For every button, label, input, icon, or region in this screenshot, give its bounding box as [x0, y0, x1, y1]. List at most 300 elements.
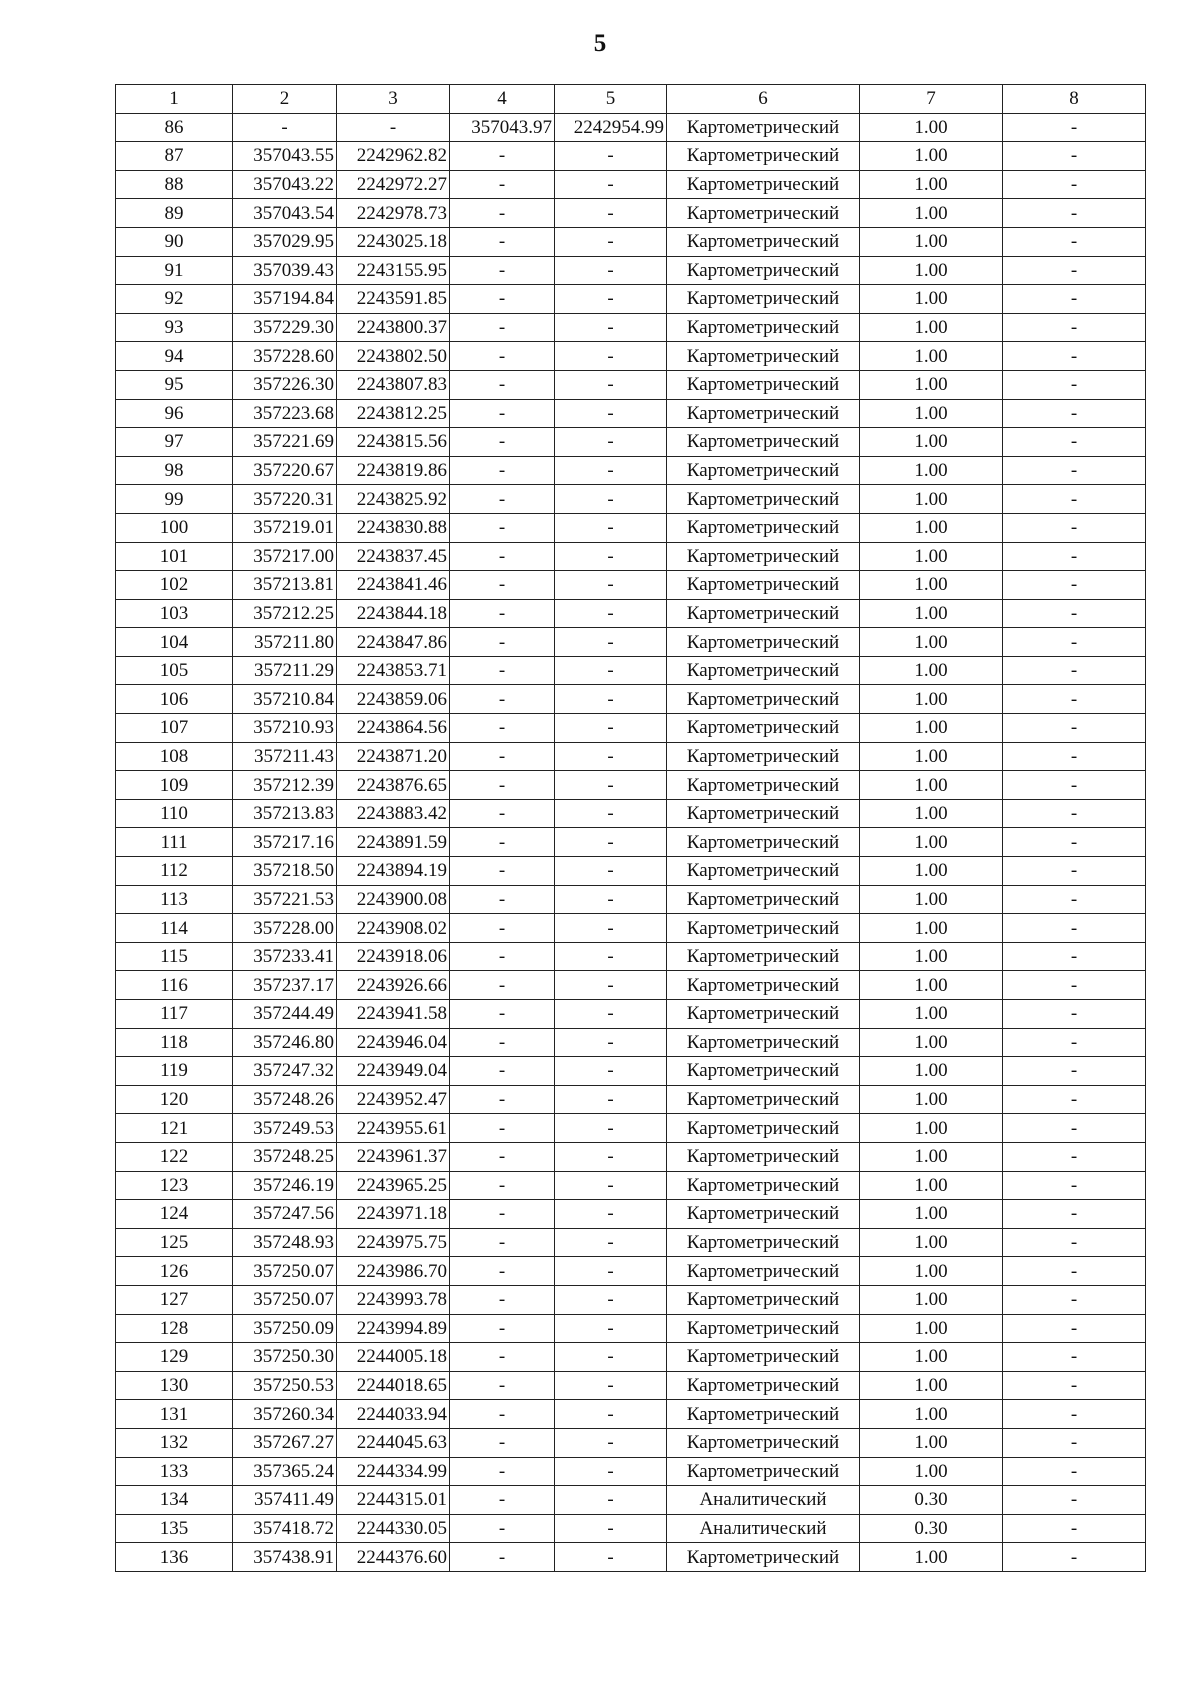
y-alt-coordinate-cell: -	[555, 456, 667, 485]
point-number-cell: 100	[116, 513, 233, 542]
y-coordinate-cell: 2243949.04	[337, 1057, 450, 1086]
note-cell: -	[1003, 1543, 1146, 1572]
y-coordinate-cell: 2244045.63	[337, 1428, 450, 1457]
table-row	[116, 456, 1146, 485]
y-alt-coordinate-cell: -	[555, 1514, 667, 1543]
accuracy-cell: 1.00	[860, 1114, 1003, 1143]
x-coordinate-cell: 357244.49	[233, 1000, 337, 1029]
method-cell: Картометрический	[667, 1171, 860, 1200]
note-cell: -	[1003, 714, 1146, 743]
table-row	[116, 656, 1146, 685]
y-coordinate-cell: 2243994.89	[337, 1314, 450, 1343]
y-alt-coordinate-cell: -	[555, 1428, 667, 1457]
y-alt-coordinate-cell: -	[555, 170, 667, 199]
table-row	[116, 828, 1146, 857]
table-row	[116, 1257, 1146, 1286]
point-number-cell: 101	[116, 542, 233, 571]
note-cell: -	[1003, 771, 1146, 800]
column-header: 6	[667, 85, 860, 114]
accuracy-cell: 1.00	[860, 599, 1003, 628]
table-row	[116, 1343, 1146, 1372]
x-alt-coordinate-cell: -	[450, 142, 555, 171]
table-row	[116, 1400, 1146, 1429]
note-cell: -	[1003, 227, 1146, 256]
method-cell: Картометрический	[667, 1428, 860, 1457]
y-alt-coordinate-cell: -	[555, 1114, 667, 1143]
x-coordinate-cell: 357039.43	[233, 256, 337, 285]
x-alt-coordinate-cell: -	[450, 1142, 555, 1171]
method-cell: Картометрический	[667, 313, 860, 342]
point-number-cell: 134	[116, 1486, 233, 1515]
y-coordinate-cell: 2243876.65	[337, 771, 450, 800]
accuracy-cell: 1.00	[860, 1371, 1003, 1400]
note-cell: -	[1003, 971, 1146, 1000]
note-cell: -	[1003, 1142, 1146, 1171]
table-row	[116, 1171, 1146, 1200]
method-cell: Картометрический	[667, 1400, 860, 1429]
point-number-cell: 112	[116, 857, 233, 886]
point-number-cell: 126	[116, 1257, 233, 1286]
accuracy-cell: 1.00	[860, 1543, 1003, 1572]
note-cell: -	[1003, 513, 1146, 542]
method-cell: Картометрический	[667, 513, 860, 542]
x-alt-coordinate-cell: -	[450, 1314, 555, 1343]
x-alt-coordinate-cell: -	[450, 1028, 555, 1057]
y-alt-coordinate-cell: -	[555, 370, 667, 399]
table-row	[116, 1028, 1146, 1057]
x-coordinate-cell: 357247.32	[233, 1057, 337, 1086]
accuracy-cell: 1.00	[860, 714, 1003, 743]
y-coordinate-cell: 2243853.71	[337, 656, 450, 685]
point-number-cell: 132	[116, 1428, 233, 1457]
x-coordinate-cell: 357267.27	[233, 1428, 337, 1457]
accuracy-cell: 1.00	[860, 685, 1003, 714]
note-cell: -	[1003, 428, 1146, 457]
y-alt-coordinate-cell: -	[555, 542, 667, 571]
y-alt-coordinate-cell: -	[555, 742, 667, 771]
note-cell: -	[1003, 1486, 1146, 1515]
x-coordinate-cell: 357211.43	[233, 742, 337, 771]
accuracy-cell: 1.00	[860, 857, 1003, 886]
accuracy-cell: 1.00	[860, 799, 1003, 828]
y-coordinate-cell: 2243830.88	[337, 513, 450, 542]
y-alt-coordinate-cell: -	[555, 799, 667, 828]
note-cell: -	[1003, 485, 1146, 514]
table-row	[116, 399, 1146, 428]
x-alt-coordinate-cell: -	[450, 1371, 555, 1400]
x-alt-coordinate-cell: -	[450, 1285, 555, 1314]
accuracy-cell: 1.00	[860, 1200, 1003, 1229]
table-row	[116, 799, 1146, 828]
point-number-cell: 115	[116, 942, 233, 971]
method-cell: Картометрический	[667, 199, 860, 228]
y-alt-coordinate-cell: -	[555, 599, 667, 628]
note-cell: -	[1003, 857, 1146, 886]
table-row	[116, 342, 1146, 371]
accuracy-cell: 1.00	[860, 571, 1003, 600]
x-coordinate-cell: 357218.50	[233, 857, 337, 886]
y-alt-coordinate-cell: -	[555, 771, 667, 800]
note-cell: -	[1003, 542, 1146, 571]
accuracy-cell: 1.00	[860, 1400, 1003, 1429]
y-alt-coordinate-cell: -	[555, 685, 667, 714]
method-cell: Картометрический	[667, 1085, 860, 1114]
method-cell: Картометрический	[667, 370, 860, 399]
y-alt-coordinate-cell: -	[555, 342, 667, 371]
method-cell: Картометрический	[667, 285, 860, 314]
y-alt-coordinate-cell: -	[555, 1171, 667, 1200]
x-alt-coordinate-cell: -	[450, 971, 555, 1000]
y-alt-coordinate-cell: -	[555, 1314, 667, 1343]
note-cell: -	[1003, 199, 1146, 228]
note-cell: -	[1003, 885, 1146, 914]
x-coordinate-cell: 357221.53	[233, 885, 337, 914]
x-coordinate-cell: 357248.26	[233, 1085, 337, 1114]
x-coordinate-cell: 357233.41	[233, 942, 337, 971]
accuracy-cell: 1.00	[860, 1000, 1003, 1029]
accuracy-cell: 1.00	[860, 942, 1003, 971]
accuracy-cell: 1.00	[860, 1457, 1003, 1486]
x-alt-coordinate-cell: -	[450, 542, 555, 571]
point-number-cell: 114	[116, 914, 233, 943]
x-alt-coordinate-cell: -	[450, 370, 555, 399]
x-coordinate-cell: 357213.81	[233, 571, 337, 600]
accuracy-cell: 1.00	[860, 370, 1003, 399]
x-coordinate-cell: -	[233, 113, 337, 142]
method-cell: Картометрический	[667, 885, 860, 914]
method-cell: Картометрический	[667, 1371, 860, 1400]
method-cell: Картометрический	[667, 1000, 860, 1029]
table-row	[116, 313, 1146, 342]
y-alt-coordinate-cell: -	[555, 942, 667, 971]
x-alt-coordinate-cell: -	[450, 1428, 555, 1457]
point-number-cell: 88	[116, 170, 233, 199]
y-coordinate-cell: 2243825.92	[337, 485, 450, 514]
x-coordinate-cell: 357247.56	[233, 1200, 337, 1229]
y-coordinate-cell: 2243871.20	[337, 742, 450, 771]
y-alt-coordinate-cell: -	[555, 1085, 667, 1114]
note-cell: -	[1003, 799, 1146, 828]
point-number-cell: 128	[116, 1314, 233, 1343]
point-number-cell: 103	[116, 599, 233, 628]
x-alt-coordinate-cell: -	[450, 1343, 555, 1372]
column-header: 5	[555, 85, 667, 114]
method-cell: Картометрический	[667, 1114, 860, 1143]
method-cell: Картометрический	[667, 113, 860, 142]
y-alt-coordinate-cell: -	[555, 914, 667, 943]
accuracy-cell: 1.00	[860, 256, 1003, 285]
point-number-cell: 111	[116, 828, 233, 857]
x-alt-coordinate-cell: -	[450, 942, 555, 971]
method-cell: Картометрический	[667, 571, 860, 600]
y-coordinate-cell: 2244005.18	[337, 1343, 450, 1372]
x-alt-coordinate-cell: -	[450, 227, 555, 256]
x-alt-coordinate-cell: -	[450, 571, 555, 600]
note-cell: -	[1003, 285, 1146, 314]
note-cell: -	[1003, 256, 1146, 285]
y-coordinate-cell: 2243815.56	[337, 428, 450, 457]
x-coordinate-cell: 357250.07	[233, 1285, 337, 1314]
y-coordinate-cell: 2243941.58	[337, 1000, 450, 1029]
accuracy-cell: 1.00	[860, 313, 1003, 342]
method-cell: Картометрический	[667, 771, 860, 800]
x-coordinate-cell: 357250.30	[233, 1343, 337, 1372]
table-row	[116, 285, 1146, 314]
point-number-cell: 121	[116, 1114, 233, 1143]
table-row	[116, 1486, 1146, 1515]
y-alt-coordinate-cell: -	[555, 399, 667, 428]
y-alt-coordinate-cell: -	[555, 1000, 667, 1029]
accuracy-cell: 1.00	[860, 1343, 1003, 1372]
y-coordinate-cell: 2243819.86	[337, 456, 450, 485]
x-coordinate-cell: 357260.34	[233, 1400, 337, 1429]
point-number-cell: 106	[116, 685, 233, 714]
y-alt-coordinate-cell: -	[555, 1457, 667, 1486]
column-header: 7	[860, 85, 1003, 114]
accuracy-cell: 1.00	[860, 971, 1003, 1000]
note-cell: -	[1003, 656, 1146, 685]
y-alt-coordinate-cell: -	[555, 971, 667, 1000]
note-cell: -	[1003, 1085, 1146, 1114]
note-cell: -	[1003, 456, 1146, 485]
note-cell: -	[1003, 1400, 1146, 1429]
accuracy-cell: 1.00	[860, 742, 1003, 771]
table-row	[116, 1514, 1146, 1543]
x-coordinate-cell: 357246.19	[233, 1171, 337, 1200]
accuracy-cell: 0.30	[860, 1514, 1003, 1543]
method-cell: Картометрический	[667, 1457, 860, 1486]
point-number-cell: 131	[116, 1400, 233, 1429]
note-cell: -	[1003, 628, 1146, 657]
y-coordinate-cell: 2243864.56	[337, 714, 450, 743]
method-cell: Картометрический	[667, 1343, 860, 1372]
note-cell: -	[1003, 828, 1146, 857]
table-row	[116, 1457, 1146, 1486]
y-coordinate-cell: 2244330.05	[337, 1514, 450, 1543]
x-alt-coordinate-cell: 357043.97	[450, 113, 555, 142]
y-coordinate-cell: 2243955.61	[337, 1114, 450, 1143]
table-row	[116, 1285, 1146, 1314]
x-coordinate-cell: 357250.09	[233, 1314, 337, 1343]
x-coordinate-cell: 357220.67	[233, 456, 337, 485]
note-cell: -	[1003, 113, 1146, 142]
column-header: 3	[337, 85, 450, 114]
accuracy-cell: 0.30	[860, 1486, 1003, 1515]
x-alt-coordinate-cell: -	[450, 1457, 555, 1486]
method-cell: Картометрический	[667, 685, 860, 714]
point-number-cell: 98	[116, 456, 233, 485]
x-coordinate-cell: 357226.30	[233, 370, 337, 399]
note-cell: -	[1003, 342, 1146, 371]
table-body	[116, 113, 1146, 1571]
point-number-cell: 99	[116, 485, 233, 514]
table-row	[116, 142, 1146, 171]
table-row	[116, 1314, 1146, 1343]
x-coordinate-cell: 357210.93	[233, 714, 337, 743]
table-row	[116, 628, 1146, 657]
x-coordinate-cell: 357438.91	[233, 1543, 337, 1572]
x-alt-coordinate-cell: -	[450, 170, 555, 199]
point-number-cell: 117	[116, 1000, 233, 1029]
y-coordinate-cell: -	[337, 113, 450, 142]
y-alt-coordinate-cell: -	[555, 1057, 667, 1086]
method-cell: Картометрический	[667, 942, 860, 971]
x-alt-coordinate-cell: -	[450, 685, 555, 714]
point-number-cell: 87	[116, 142, 233, 171]
method-cell: Картометрический	[667, 628, 860, 657]
method-cell: Картометрический	[667, 714, 860, 743]
x-coordinate-cell: 357043.54	[233, 199, 337, 228]
point-number-cell: 125	[116, 1228, 233, 1257]
y-coordinate-cell: 2244033.94	[337, 1400, 450, 1429]
y-coordinate-cell: 2243986.70	[337, 1257, 450, 1286]
point-number-cell: 120	[116, 1085, 233, 1114]
x-coordinate-cell: 357219.01	[233, 513, 337, 542]
table-row	[116, 599, 1146, 628]
table-row	[116, 1371, 1146, 1400]
x-coordinate-cell: 357249.53	[233, 1114, 337, 1143]
point-number-cell: 118	[116, 1028, 233, 1057]
y-alt-coordinate-cell: -	[555, 1343, 667, 1372]
coordinates-table	[115, 84, 1146, 1572]
y-alt-coordinate-cell: -	[555, 313, 667, 342]
x-alt-coordinate-cell: -	[450, 285, 555, 314]
point-number-cell: 91	[116, 256, 233, 285]
y-alt-coordinate-cell: -	[555, 1200, 667, 1229]
x-coordinate-cell: 357418.72	[233, 1514, 337, 1543]
x-alt-coordinate-cell: -	[450, 1400, 555, 1429]
table-header-row	[116, 85, 1146, 114]
note-cell: -	[1003, 1285, 1146, 1314]
point-number-cell: 122	[116, 1142, 233, 1171]
x-alt-coordinate-cell: -	[450, 1085, 555, 1114]
point-number-cell: 135	[116, 1514, 233, 1543]
accuracy-cell: 1.00	[860, 113, 1003, 142]
y-coordinate-cell: 2243961.37	[337, 1142, 450, 1171]
method-cell: Картометрический	[667, 456, 860, 485]
x-alt-coordinate-cell: -	[450, 342, 555, 371]
point-number-cell: 119	[116, 1057, 233, 1086]
x-alt-coordinate-cell: -	[450, 1228, 555, 1257]
accuracy-cell: 1.00	[860, 628, 1003, 657]
y-alt-coordinate-cell: -	[555, 227, 667, 256]
method-cell: Картометрический	[667, 1228, 860, 1257]
y-coordinate-cell: 2243965.25	[337, 1171, 450, 1200]
method-cell: Картометрический	[667, 599, 860, 628]
note-cell: -	[1003, 1171, 1146, 1200]
y-coordinate-cell: 2243837.45	[337, 542, 450, 571]
table-row	[116, 1200, 1146, 1229]
x-alt-coordinate-cell: -	[450, 599, 555, 628]
x-alt-coordinate-cell: -	[450, 857, 555, 886]
point-number-cell: 130	[116, 1371, 233, 1400]
y-coordinate-cell: 2244315.01	[337, 1486, 450, 1515]
point-number-cell: 102	[116, 571, 233, 600]
point-number-cell: 129	[116, 1343, 233, 1372]
accuracy-cell: 1.00	[860, 1142, 1003, 1171]
accuracy-cell: 1.00	[860, 1228, 1003, 1257]
table-row	[116, 685, 1146, 714]
column-header: 2	[233, 85, 337, 114]
table-row	[116, 857, 1146, 886]
method-cell: Картометрический	[667, 1142, 860, 1171]
y-alt-coordinate-cell: -	[555, 513, 667, 542]
method-cell: Картометрический	[667, 828, 860, 857]
x-coordinate-cell: 357229.30	[233, 313, 337, 342]
y-alt-coordinate-cell: -	[555, 142, 667, 171]
method-cell: Картометрический	[667, 1285, 860, 1314]
point-number-cell: 127	[116, 1285, 233, 1314]
note-cell: -	[1003, 599, 1146, 628]
y-alt-coordinate-cell: -	[555, 1400, 667, 1429]
y-alt-coordinate-cell: -	[555, 1028, 667, 1057]
x-alt-coordinate-cell: -	[450, 742, 555, 771]
x-alt-coordinate-cell: -	[450, 885, 555, 914]
y-coordinate-cell: 2243800.37	[337, 313, 450, 342]
table-row	[116, 1057, 1146, 1086]
x-alt-coordinate-cell: -	[450, 1543, 555, 1572]
y-alt-coordinate-cell: -	[555, 828, 667, 857]
y-coordinate-cell: 2243926.66	[337, 971, 450, 1000]
y-coordinate-cell: 2243591.85	[337, 285, 450, 314]
accuracy-cell: 1.00	[860, 170, 1003, 199]
x-coordinate-cell: 357194.84	[233, 285, 337, 314]
point-number-cell: 109	[116, 771, 233, 800]
method-cell: Картометрический	[667, 542, 860, 571]
table-row	[116, 1228, 1146, 1257]
y-coordinate-cell: 2243975.75	[337, 1228, 450, 1257]
x-coordinate-cell: 357211.80	[233, 628, 337, 657]
table-row	[116, 571, 1146, 600]
x-alt-coordinate-cell: -	[450, 714, 555, 743]
accuracy-cell: 1.00	[860, 1314, 1003, 1343]
table-row	[116, 1428, 1146, 1457]
x-coordinate-cell: 357250.53	[233, 1371, 337, 1400]
x-coordinate-cell: 357220.31	[233, 485, 337, 514]
accuracy-cell: 1.00	[860, 142, 1003, 171]
method-cell: Картометрический	[667, 256, 860, 285]
note-cell: -	[1003, 170, 1146, 199]
method-cell: Картометрический	[667, 799, 860, 828]
accuracy-cell: 1.00	[860, 199, 1003, 228]
y-coordinate-cell: 2243993.78	[337, 1285, 450, 1314]
point-number-cell: 133	[116, 1457, 233, 1486]
y-coordinate-cell: 2243946.04	[337, 1028, 450, 1057]
point-number-cell: 110	[116, 799, 233, 828]
y-coordinate-cell: 2242978.73	[337, 199, 450, 228]
x-alt-coordinate-cell: -	[450, 1057, 555, 1086]
table-row	[116, 885, 1146, 914]
x-coordinate-cell: 357029.95	[233, 227, 337, 256]
note-cell: -	[1003, 1514, 1146, 1543]
x-coordinate-cell: 357411.49	[233, 1486, 337, 1515]
y-alt-coordinate-cell: 2242954.99	[555, 113, 667, 142]
point-number-cell: 123	[116, 1171, 233, 1200]
note-cell: -	[1003, 142, 1146, 171]
note-cell: -	[1003, 1200, 1146, 1229]
column-header: 1	[116, 85, 233, 114]
method-cell: Картометрический	[667, 227, 860, 256]
y-coordinate-cell: 2243908.02	[337, 914, 450, 943]
note-cell: -	[1003, 571, 1146, 600]
x-coordinate-cell: 357246.80	[233, 1028, 337, 1057]
table-row	[116, 971, 1146, 1000]
x-alt-coordinate-cell: -	[450, 914, 555, 943]
y-alt-coordinate-cell: -	[555, 656, 667, 685]
accuracy-cell: 1.00	[860, 399, 1003, 428]
point-number-cell: 104	[116, 628, 233, 657]
note-cell: -	[1003, 742, 1146, 771]
